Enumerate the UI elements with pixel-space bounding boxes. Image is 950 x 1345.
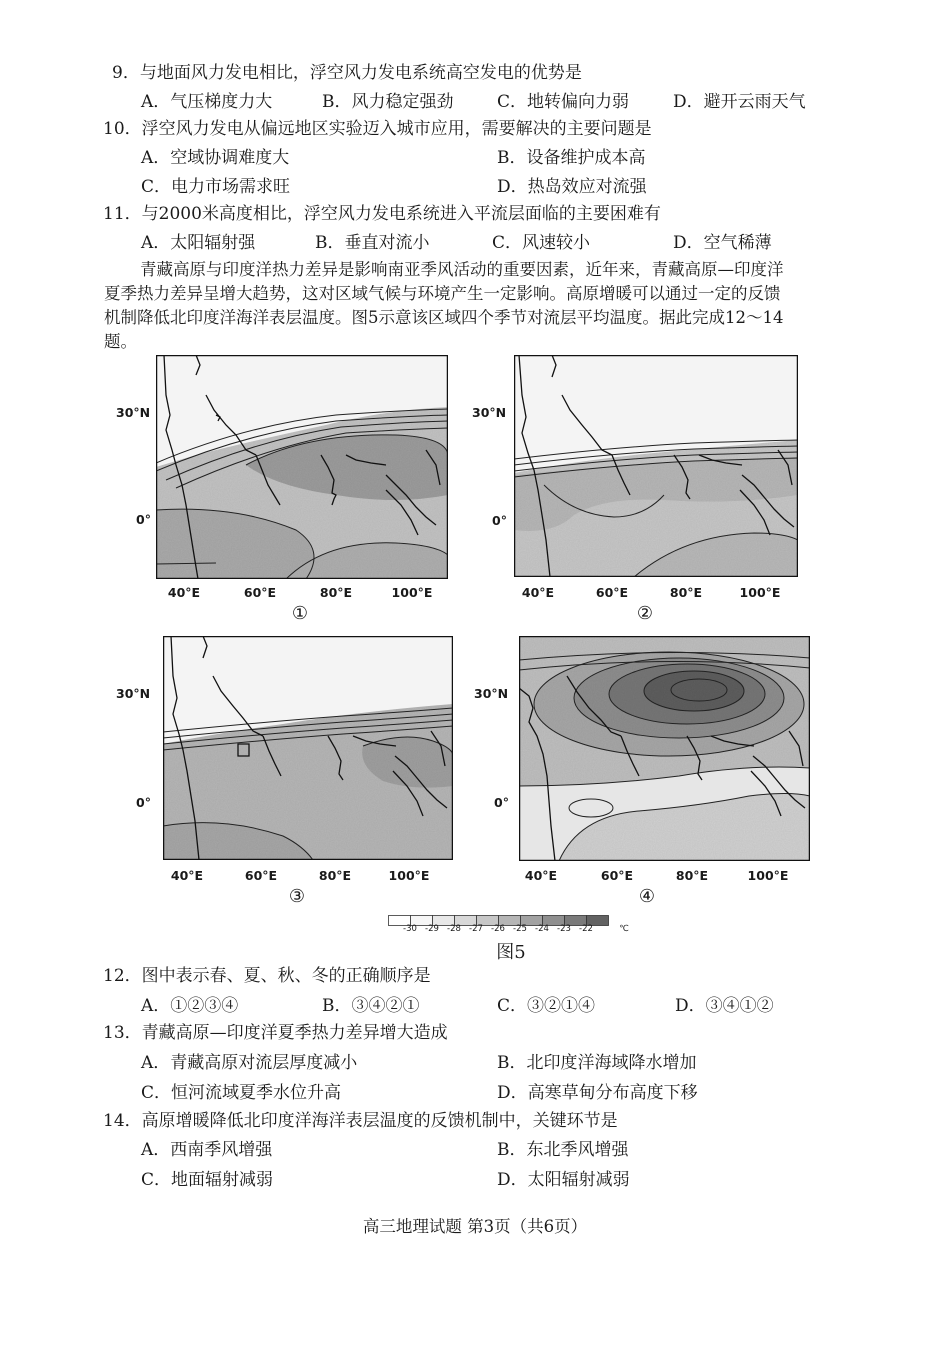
map-1-lat-30n: 30°N bbox=[116, 405, 151, 420]
passage-line: 青藏高原与印度洋热力差异是影响南亚季风活动的重要因素，近年来，青藏高原—印度洋 bbox=[140, 260, 784, 279]
q14-option-b[interactable]: B．东北季风增强 bbox=[497, 1140, 629, 1160]
q11-stem: 11．与2000米高度相比，浮空风力发电系统进入平流层面临的主要困难有 bbox=[103, 204, 661, 224]
map-3-lon-60e: 60°E bbox=[244, 868, 278, 883]
q9-option-c[interactable]: C．地转偏向力弱 bbox=[497, 92, 630, 112]
q13-option-a[interactable]: A．青藏高原对流层厚度减小 bbox=[141, 1053, 358, 1073]
figure-caption: 图5 bbox=[496, 942, 526, 963]
map-2-lon-60e: 60°E bbox=[595, 585, 629, 600]
q14-stem: 14．高原增暖降低北印度洋海洋表层温度的反馈机制中，关键环节是 bbox=[103, 1111, 618, 1131]
q10-option-b[interactable]: B．设备维护成本高 bbox=[497, 148, 646, 168]
map-1-lon-60e: 60°E bbox=[243, 585, 277, 600]
legend-tick-label: -27 bbox=[469, 924, 483, 934]
q9-stem: 9．与地面风力发电相比，浮空风力发电系统高空发电的优势是 bbox=[112, 63, 582, 83]
q14-option-d[interactable]: D．太阳辐射减弱 bbox=[497, 1170, 630, 1190]
q13-option-c[interactable]: C．恒河流域夏季水位升高 bbox=[141, 1083, 342, 1103]
legend-tick-label: -22 bbox=[579, 924, 593, 934]
passage-line: 夏季热力差异呈增大趋势，这对区域气候与环境产生一定影响。高原增暖可以通过一定的反馈 bbox=[104, 284, 781, 303]
q9-option-a[interactable]: A．气压梯度力大 bbox=[141, 92, 273, 112]
q13-option-b[interactable]: B．北印度洋海域降水增加 bbox=[497, 1053, 697, 1073]
map-2-lat-0: 0° bbox=[492, 513, 507, 528]
q11-option-d[interactable]: D．空气稀薄 bbox=[673, 233, 772, 253]
map-4-lat-30n: 30°N bbox=[474, 686, 509, 701]
q10-option-d[interactable]: D．热岛效应对流强 bbox=[497, 177, 647, 197]
map-2-lon-80e: 80°E bbox=[669, 585, 703, 600]
map-4-season bbox=[474, 636, 810, 907]
map-2-lat-30n: 30°N bbox=[472, 405, 507, 420]
map-1-label: ① bbox=[291, 603, 309, 624]
legend-tick-label: -24 bbox=[535, 924, 549, 934]
map-3-label: ③ bbox=[288, 886, 306, 907]
q10-option-c[interactable]: C．电力市场需求旺 bbox=[141, 177, 291, 197]
q9-option-b[interactable]: B．风力稳定强劲 bbox=[322, 92, 454, 112]
map-1-lat-0: 0° bbox=[136, 512, 151, 527]
map-2-lon-40e: 40°E bbox=[521, 585, 555, 600]
q11-option-b[interactable]: B．垂直对流小 bbox=[315, 233, 430, 253]
q11-option-c[interactable]: C．风速较小 bbox=[492, 233, 591, 253]
map-2-lon-100e: 100°E bbox=[739, 585, 781, 600]
q13-stem: 13．青藏高原—印度洋夏季热力差异增大造成 bbox=[103, 1023, 448, 1043]
q9-option-d[interactable]: D．避开云雨天气 bbox=[673, 92, 806, 112]
legend-tick-label: -25 bbox=[513, 924, 527, 934]
map-2-label: ② bbox=[636, 603, 654, 624]
q14-option-a[interactable]: A．西南季风增强 bbox=[141, 1140, 273, 1160]
q14-option-c[interactable]: C．地面辐射减弱 bbox=[141, 1170, 274, 1190]
map-4-lon-60e: 60°E bbox=[600, 868, 634, 883]
map-4-lon-100e: 100°E bbox=[747, 868, 789, 883]
legend-tick-label: -26 bbox=[491, 924, 505, 934]
q12-option-d[interactable]: D．③④①② bbox=[675, 996, 774, 1016]
map-3-lat-0: 0° bbox=[136, 795, 151, 810]
map-2-season bbox=[472, 355, 798, 624]
map-3-lat-30n: 30°N bbox=[116, 686, 151, 701]
legend-tick-label: -28 bbox=[447, 924, 461, 934]
passage-line: 机制降低北印度洋海洋表层温度。图5示意该区域四个季节对流层平均温度。据此完成12～14 bbox=[104, 308, 784, 327]
q12-option-a[interactable]: A．①②③④ bbox=[141, 996, 239, 1016]
map-3-season bbox=[116, 636, 453, 907]
legend-tick-label: -23 bbox=[557, 924, 571, 934]
map-3-lon-40e: 40°E bbox=[170, 868, 204, 883]
map-4-lat-0: 0° bbox=[494, 795, 509, 810]
legend-tick-label: -29 bbox=[425, 924, 439, 934]
map-1-lon-80e: 80°E bbox=[319, 585, 353, 600]
passage-line: 题。 bbox=[104, 332, 137, 351]
map-4-lon-40e: 40°E bbox=[524, 868, 558, 883]
reading-passage bbox=[104, 258, 850, 354]
map-3-lon-100e: 100°E bbox=[388, 868, 430, 883]
map-1-lon-100e: 100°E bbox=[391, 585, 433, 600]
legend-tick-label: -30 bbox=[403, 924, 417, 934]
q10-option-a[interactable]: A．空域协调难度大 bbox=[141, 148, 290, 168]
temperature-legend bbox=[388, 912, 629, 934]
q10-stem: 10．浮空风力发电从偏远地区实验迈入城市应用，需要解决的主要问题是 bbox=[103, 119, 652, 139]
map-4-label: ④ bbox=[638, 886, 656, 907]
q12-option-c[interactable]: C．③②①④ bbox=[497, 996, 596, 1016]
map-4-lon-80e: 80°E bbox=[675, 868, 709, 883]
q12-option-b[interactable]: B．③④②① bbox=[322, 996, 420, 1016]
map-3-lon-80e: 80°E bbox=[318, 868, 352, 883]
map-1-lon-40e: 40°E bbox=[167, 585, 201, 600]
q13-option-d[interactable]: D．高寒草甸分布高度下移 bbox=[497, 1083, 698, 1103]
map-1-season bbox=[116, 355, 448, 624]
legend-unit: ℃ bbox=[619, 924, 629, 934]
page-footer: 高三地理试题 第3页（共6页） bbox=[362, 1217, 588, 1236]
q11-option-a[interactable]: A．太阳辐射强 bbox=[141, 233, 256, 253]
q12-stem: 12．图中表示春、夏、秋、冬的正确顺序是 bbox=[103, 966, 431, 986]
